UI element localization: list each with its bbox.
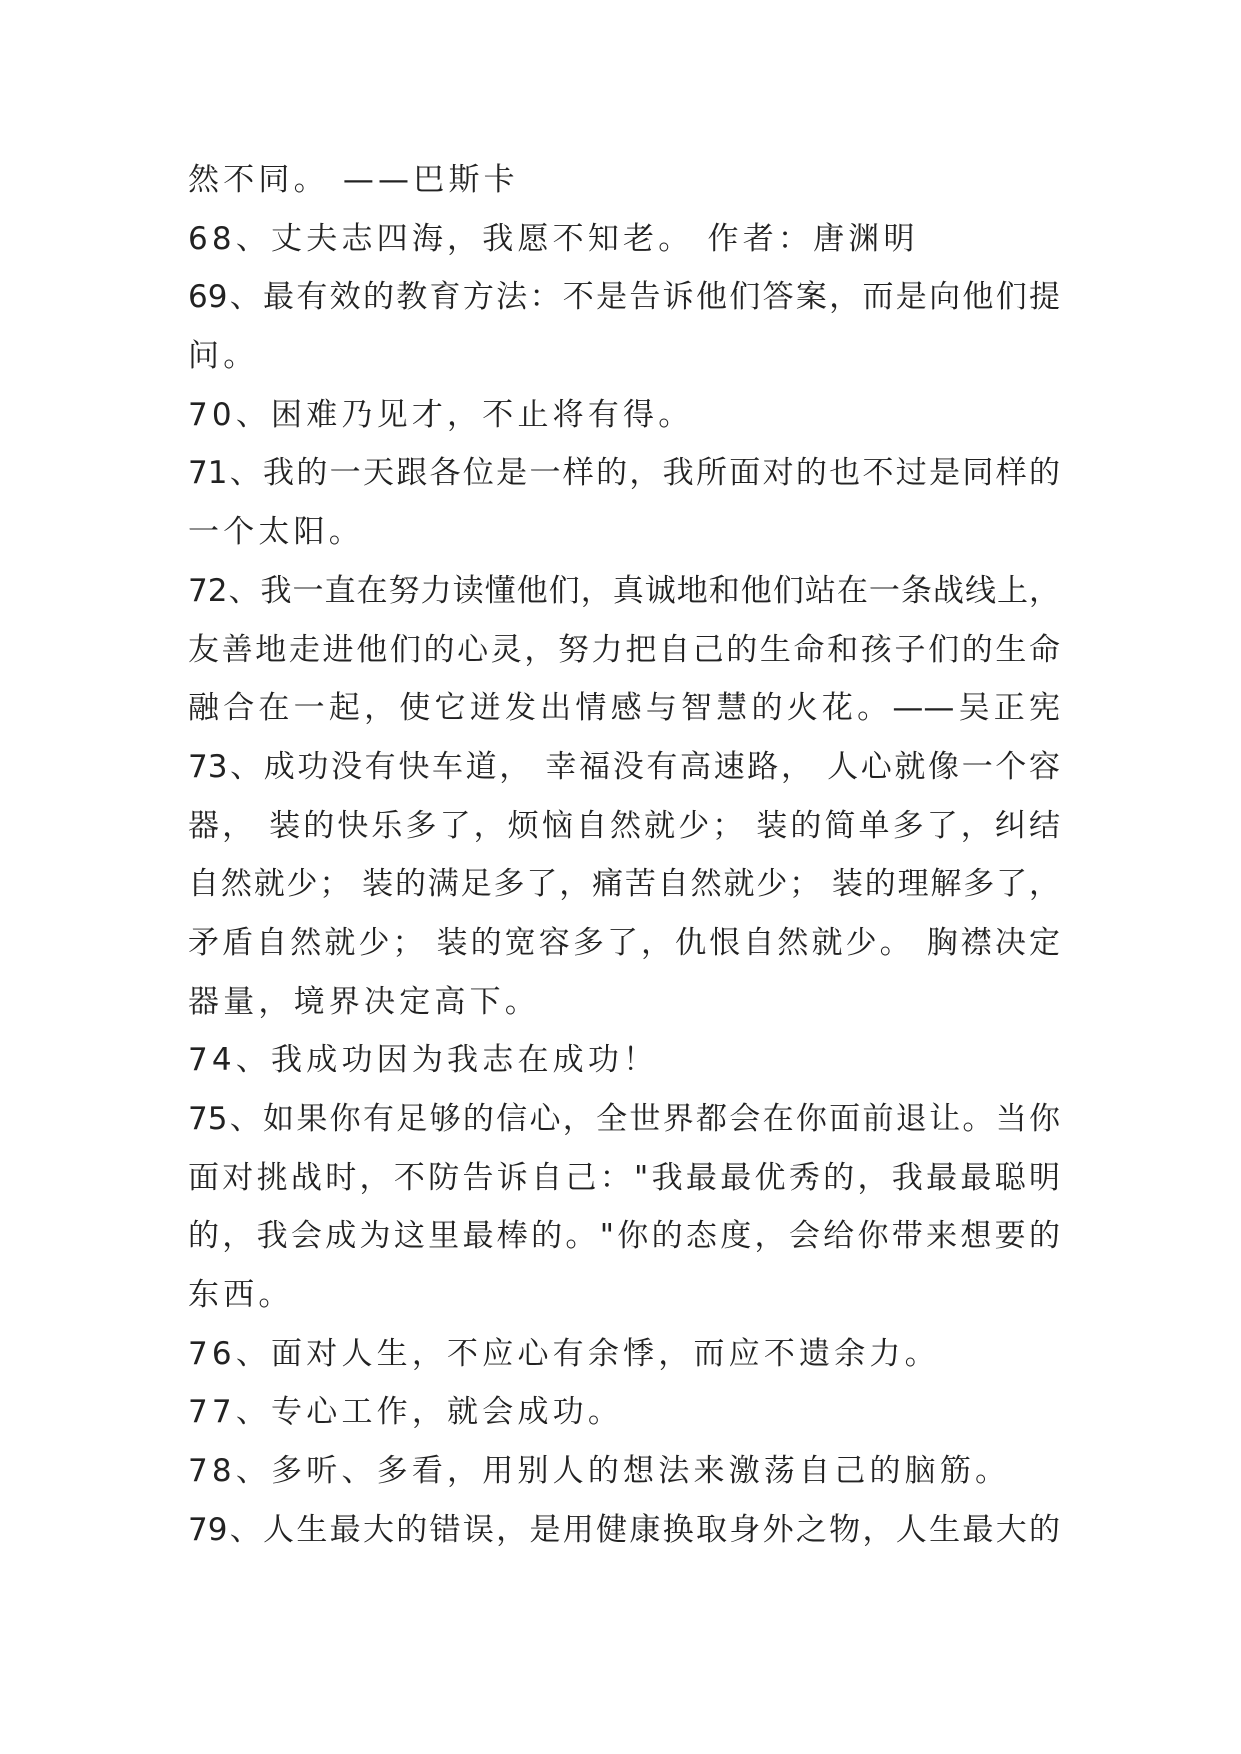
text-line: 器量，境界决定高下。 bbox=[188, 983, 540, 1020]
text-line: 77、专心工作，就会成功。 bbox=[188, 1394, 624, 1431]
text-line: 68、丈夫志四海，我愿不知老。 作者：唐渊明 bbox=[188, 220, 919, 257]
text-line: 71、我的一天跟各位是一样的，我所面对的也不过是同样的 bbox=[188, 455, 1060, 492]
text-line: 器， 装的快乐多了，烦恼自然就少； 装的简单多了，纠结 bbox=[188, 807, 1060, 844]
text-line: 自然就少； 装的满足多了，痛苦自然就少； 装的理解多了， bbox=[188, 866, 1060, 903]
text-line: 然不同。 ——巴斯卡 bbox=[188, 162, 519, 198]
text-line: 问。 bbox=[188, 338, 259, 375]
text-line: 的，我会成为这里最棒的。"你的态度，会给你带来想要的 bbox=[188, 1218, 1060, 1255]
text-line: 75、如果你有足够的信心，全世界都会在你面前退让。当你 bbox=[188, 1101, 1060, 1137]
text-line: 矛盾自然就少； 装的宽容多了，仇恨自然就少。 胸襟决定 bbox=[188, 924, 1060, 961]
text-line: 78、多听、多看，用别人的想法来激荡自己的脑筋。 bbox=[188, 1453, 1011, 1490]
text-line: 融合在一起，使它迸发出情感与智慧的火花。——吴正宪 bbox=[188, 690, 1060, 727]
text-line: 69、最有效的教育方法：不是告诉他们答案，而是向他们提 bbox=[188, 279, 1060, 316]
text-line: 70、困难乃见才，不止将有得。 bbox=[188, 396, 694, 433]
text-line: 东西。 bbox=[188, 1277, 294, 1314]
text-line: 76、面对人生，不应心有余悸，而应不遗余力。 bbox=[188, 1335, 940, 1372]
text-line: 72、我一直在努力读懂他们，真诚地和他们站在一条战线上， bbox=[188, 572, 1060, 609]
document-body bbox=[188, 151, 1060, 1560]
text-line: 79、人生最大的错误，是用健康换取身外之物，人生最大的 bbox=[188, 1511, 1060, 1548]
text-line: 74、我成功因为我志在成功！ bbox=[188, 1042, 659, 1079]
text-line: 面对挑战时，不防告诉自己："我最最优秀的，我最最聪明 bbox=[188, 1159, 1060, 1196]
text-line: 友善地走进他们的心灵，努力把自己的生命和孩子们的生命 bbox=[188, 631, 1060, 668]
text-line: 一个太阳。 bbox=[188, 514, 364, 551]
text-line: 73、成功没有快车道， 幸福没有高速路， 人心就像一个容 bbox=[188, 748, 1060, 785]
